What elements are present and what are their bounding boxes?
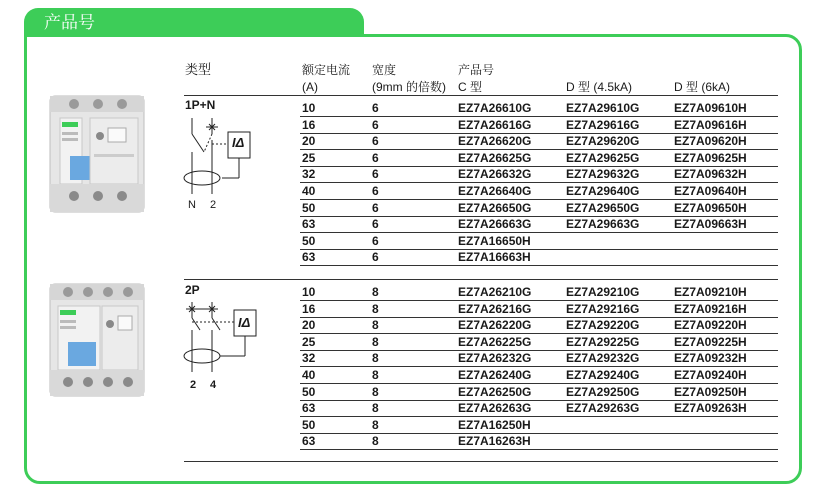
device-photo-2p <box>44 282 150 400</box>
cell-d-type-6: EZ7A09625H <box>674 150 747 165</box>
cell-width: 8 <box>372 301 379 316</box>
cell-c-type: EZ7A16650H <box>458 233 531 248</box>
cell-width: 6 <box>372 200 379 215</box>
cell-width: 6 <box>372 101 379 115</box>
cell-d-type-6: EZ7A09610H <box>674 101 747 115</box>
table-row-divider <box>300 265 778 266</box>
section-tab <box>24 8 364 36</box>
cell-c-type: EZ7A26640G <box>458 184 532 198</box>
cell-d-type-45: EZ7A29240G <box>566 368 640 382</box>
cell-c-type: EZ7A26650G <box>458 200 532 215</box>
cell-width: 8 <box>372 334 379 349</box>
cell-rated-current: 16 <box>302 117 316 132</box>
cell-width: 8 <box>372 401 379 416</box>
cell-c-type: EZ7A26220G <box>458 318 532 333</box>
cell-c-type: EZ7A26210G <box>458 285 532 299</box>
cell-d-type-45: EZ7A29625G <box>566 150 640 165</box>
cell-rated-current: 63 <box>302 250 316 265</box>
cell-width: 6 <box>372 184 379 198</box>
cell-d-type-6: EZ7A09616H <box>674 117 747 132</box>
wiring-diagram-1p-n <box>182 114 268 210</box>
cell-rated-current: 50 <box>302 200 316 215</box>
cell-d-type-6: EZ7A09620H <box>674 134 747 149</box>
cell-d-type-45: EZ7A29632G <box>566 167 640 182</box>
cell-c-type: EZ7A26663G <box>458 217 532 232</box>
cell-d-type-6: EZ7A09250H <box>674 384 747 399</box>
cell-rated-current: 63 <box>302 401 316 416</box>
cell-d-type-45: EZ7A29650G <box>566 200 640 215</box>
diagram-2-label-b: 4 <box>210 379 217 391</box>
cell-rated-current: 63 <box>302 434 316 449</box>
cell-width: 8 <box>372 384 379 399</box>
cell-rated-current: 20 <box>302 318 316 333</box>
cell-rated-current: 40 <box>302 368 316 382</box>
cell-width: 8 <box>372 285 379 299</box>
table-bottom-line <box>184 461 778 462</box>
cell-width: 6 <box>372 117 379 132</box>
cell-rated-current: 25 <box>302 150 316 165</box>
cell-c-type: EZ7A26625G <box>458 150 532 165</box>
cell-d-type-45: EZ7A29663G <box>566 217 640 232</box>
header-type: 类型 <box>185 62 212 77</box>
cell-c-type: EZ7A26232G <box>458 351 532 366</box>
table-row-divider <box>300 449 778 450</box>
cell-width: 8 <box>372 318 379 333</box>
cell-d-type-45: EZ7A29232G <box>566 351 640 366</box>
cell-rated-current: 10 <box>302 285 316 299</box>
cell-width: 6 <box>372 250 379 265</box>
cell-width: 6 <box>372 134 379 149</box>
cell-c-type: EZ7A26250G <box>458 384 532 399</box>
cell-c-type: EZ7A26225G <box>458 334 532 349</box>
device-photo-1p-n <box>44 92 150 216</box>
cell-rated-current: 25 <box>302 334 316 349</box>
cell-c-type: EZ7A16250H <box>458 417 531 432</box>
group-2-top-line <box>184 279 778 280</box>
cell-d-type-6: EZ7A09632H <box>674 167 747 182</box>
cell-d-type-45: EZ7A29616G <box>566 117 640 132</box>
cell-c-type: EZ7A16263H <box>458 434 531 449</box>
diagram-2-symbol: IΔ <box>238 315 251 330</box>
cell-c-type: EZ7A26632G <box>458 167 532 182</box>
cell-rated-current: 20 <box>302 134 316 149</box>
cell-c-type: EZ7A26263G <box>458 401 532 416</box>
cell-d-type-6: EZ7A09663H <box>674 217 747 232</box>
cell-d-type-6: EZ7A09220H <box>674 318 747 333</box>
cell-d-type-45: EZ7A29263G <box>566 401 640 416</box>
diagram-1-label-b: 2 <box>210 199 217 211</box>
cell-rated-current: 63 <box>302 217 316 232</box>
diagram-2-label-a: 2 <box>190 379 197 391</box>
cell-c-type: EZ7A16663H <box>458 250 531 265</box>
cell-rated-current: 10 <box>302 101 316 115</box>
cell-d-type-45: EZ7A29610G <box>566 101 640 115</box>
group-1-type: 1P+N <box>185 98 216 112</box>
diagram-1-label-a: N <box>188 199 196 211</box>
header-width: 宽度 <box>372 63 397 77</box>
cell-width: 6 <box>372 217 379 232</box>
header-width-unit: (9mm 的倍数) <box>372 80 446 94</box>
cell-width: 6 <box>372 167 379 182</box>
group-2-type: 2P <box>185 283 200 297</box>
header-product-no: 产品号 <box>458 63 495 77</box>
cell-d-type-45: EZ7A29250G <box>566 384 640 399</box>
cell-c-type: EZ7A26216G <box>458 301 532 316</box>
cell-rated-current: 32 <box>302 351 316 366</box>
cell-c-type: EZ7A26240G <box>458 368 532 382</box>
cell-rated-current: 50 <box>302 384 316 399</box>
cell-d-type-6: EZ7A09232H <box>674 351 747 366</box>
cell-width: 6 <box>372 150 379 165</box>
cell-width: 6 <box>372 233 379 248</box>
cell-d-type-6: EZ7A09640H <box>674 184 747 198</box>
header-d-type-6: D 型 (6kA) <box>674 80 731 94</box>
header-rated-current: 额定电流 <box>302 63 351 77</box>
cell-rated-current: 32 <box>302 167 316 182</box>
group-1-top-line <box>184 95 778 96</box>
cell-d-type-45: EZ7A29640G <box>566 184 640 198</box>
cell-d-type-45: EZ7A29220G <box>566 318 640 333</box>
cell-width: 8 <box>372 368 379 382</box>
cell-d-type-45: EZ7A29216G <box>566 301 640 316</box>
section-title: 产品号 <box>44 13 95 32</box>
cell-d-type-6: EZ7A09240H <box>674 368 747 382</box>
cell-rated-current: 16 <box>302 301 316 316</box>
cell-d-type-6: EZ7A09210H <box>674 285 747 299</box>
header-d-type-45: D 型 (4.5kA) <box>566 80 633 94</box>
header-rated-current-unit: (A) <box>302 80 318 94</box>
cell-d-type-45: EZ7A29225G <box>566 334 640 349</box>
cell-d-type-45: EZ7A29620G <box>566 134 640 149</box>
cell-c-type: EZ7A26610G <box>458 101 532 115</box>
cell-rated-current: 50 <box>302 417 316 432</box>
cell-width: 8 <box>372 351 379 366</box>
cell-d-type-45: EZ7A29210G <box>566 285 640 299</box>
cell-d-type-6: EZ7A09216H <box>674 301 747 316</box>
cell-rated-current: 50 <box>302 233 316 248</box>
cell-width: 8 <box>372 434 379 449</box>
cell-d-type-6: EZ7A09225H <box>674 334 747 349</box>
diagram-1-symbol: IΔ <box>232 135 245 150</box>
cell-rated-current: 40 <box>302 184 316 198</box>
wiring-diagram-2p <box>182 300 268 380</box>
cell-c-type: EZ7A26616G <box>458 117 532 132</box>
header-c-type: C 型 <box>458 80 483 94</box>
cell-d-type-6: EZ7A09263H <box>674 401 747 416</box>
cell-c-type: EZ7A26620G <box>458 134 532 149</box>
cell-width: 8 <box>372 417 379 432</box>
cell-d-type-6: EZ7A09650H <box>674 200 747 215</box>
